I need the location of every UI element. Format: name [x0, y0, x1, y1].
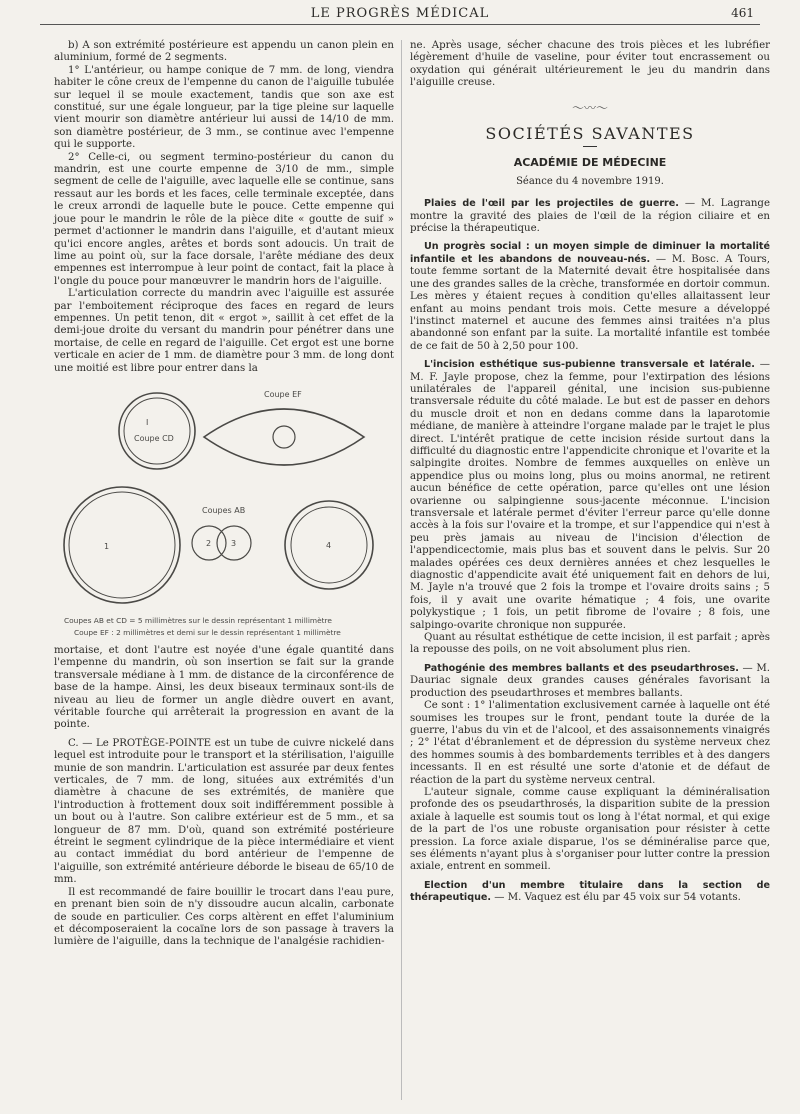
- report-heading: Election d'un membre titulaire dans la section de thérapeutique.: [410, 879, 770, 904]
- report-heading: Pathogénie des membres ballants et des pseudarthroses.: [424, 662, 739, 674]
- paragraph: ne. Après usage, sécher chacune des trois pièces et les lubréfier légèrement d'huile de vaseline, pour éviter tout encrassement ou oxydation qui générait ultérieurement le jeu du mandrin dans l'aiguille creuse.: [410, 40, 770, 89]
- report-item: [410, 241, 770, 353]
- page-number: 461: [731, 6, 754, 20]
- fig-label-num: 3: [231, 538, 237, 548]
- report-heading: Plaies de l'œil par les projectiles de guerre.: [424, 198, 679, 210]
- fig-label-coupe-cd: Coupe CD: [134, 433, 174, 443]
- section-title: SOCIÉTÉS SAVANTES: [485, 124, 695, 144]
- section-rule: [583, 146, 597, 147]
- academy-title: ACADÉMIE DE MÉDECINE: [513, 156, 667, 170]
- figure-drawing: [54, 385, 394, 637]
- report-item: [410, 663, 770, 700]
- coupe-ab-1-inner: [69, 492, 175, 598]
- fig-label-roman: I: [146, 417, 149, 427]
- fig-caption-1: Coupes AB et CD = 5 millimètres sur le dessin représentant 1 millimètre: [64, 615, 332, 625]
- paragraph: b) A son extrémité postérieure est appendu un canon plein en aluminium, formé de 2 segments.: [54, 40, 394, 64]
- report-item: [410, 880, 770, 905]
- paragraph: C. — Le PROTÈGE-POINTE est un tube de cuivre nickelé dans lequel est introduite pour le transport et la stérilisation, l'aiguille munie de son mandrin. L'articulation est assurée par deux fentes verticales, de 7 mm. de long, situées aux extrémités d'un diamètre à chacune de ses extrémités, de manière que l'introduction à frottement doux soit indifféremment possible à un bout ou à l'autre. Son calibre extérieur est de 5 mm., et sa longueur de 87 mm. D'où, quand son extrémité postérieure étreint le segment cylindrique de la pièce intermédiaire et vient au contact immédiat du bord antérieur de l'empenne de l'aiguille, son extrémité antérieure déborde le biseau de 65/10 de mm.: [54, 737, 394, 886]
- coupe-ef-lens: [204, 409, 364, 465]
- report-heading: Un progrès social : un moyen simple de diminuer la mortalité infantile et les abandons de nouveau-nés.: [410, 241, 770, 265]
- coupe-cd-outer: [119, 393, 195, 469]
- report-item: [410, 359, 770, 632]
- fig-label-coupe-ef: Coupe EF: [264, 389, 302, 399]
- cross-section-figure: [54, 385, 394, 637]
- paragraph: L'auteur signale, comme cause expliquant la déminéralisation profonde des os pseudarthrosés, la disparition subite de la pression axiale à laquelle est soumis tout os long à l'état normal, et qui exige de la part de l'os une robuste organisation pour résister à cette pression. La force axiale disparue, l'os se déminéralise parce que, ses éléments n'ayant plus à s'organiser pour lutter contre la pression axiale, entrent en sommeil.: [410, 786, 770, 873]
- report-heading: L'incision esthétique sus-pubienne transversale et latérale.: [424, 359, 755, 371]
- fig-label-num: 4: [326, 540, 332, 550]
- column-divider: [401, 40, 402, 1100]
- report-text: — M. Bosc. A Tours, toute femme sortant de la Maternité devait être hospitalisée dans une des grandes salles de la crèche, transformée en dortoir commun. Les mères y étaient reçues à condition qu'elles allaitassent leur enfant au moins pendant trois mois. Cette mesure a développé l'instinct maternel et aucune des femmes ainsi traitées n'a plus abandonné son enfant par la suite. La mortalité infantile est tombée de ce fait de 50 à 2,50 pour 100.: [410, 253, 770, 352]
- paragraph: 1° L'antérieur, ou hampe conique de 7 mm. de long, viendra habiter le cône creux de l'empenne du canon de l'aiguille tubulée sur lequel il se moule exactement, tandis que son axe est constitué, sur une égale longueur, par la tige pleine sur laquelle vient mourir son diamètre antérieur lui aussi de 14/10 de mm. son diamètre postérieur, de 3 mm., se continue avec l'empenne qui le supporte.: [54, 64, 394, 151]
- fig-label-num: 1: [104, 541, 110, 551]
- fig-caption-2: Coupe EF : 2 millimètres et demi sur le dessin représentant 1 millimètre: [74, 627, 341, 637]
- journal-title: LE PROGRÈS MÉDICAL: [310, 6, 490, 21]
- paragraph: mortaise, et dont l'autre est noyée d'une égale quantité dans l'empenne du mandrin, où son insertion se fait sur la grande transversale médiane à 1 mm. de distance de la circonférence de base de la hampe. Ainsi, les deux biseaux terminaux sont-ils de niveau au lieu de former un angle dièdre ouvert en avant, véritable fourche qui arrêterait la progression en avant de la pointe.: [54, 644, 394, 731]
- report-text: — M. Lagrange montre la gravité des plaies de l'œil de la région ciliaire et en précise la thérapeutique.: [410, 198, 770, 235]
- page-header: [40, 4, 760, 25]
- fig-label-num: 2: [206, 538, 212, 548]
- report-item: [410, 198, 770, 235]
- paragraph: Quant au résultat esthétique de cette incision, il est parfait ; après la repousse des poils, on ne voit absolument plus rien.: [410, 632, 770, 656]
- paragraph: Il est recommandé de faire bouillir le trocart dans l'eau pure, en prenant bien soin de n'y dissoudre aucun alcalin, carbonate de soude en particulier. Ces corps altèrent en effet l'aluminium et décomposeraient la cocaïne lors de son passage à travers la lumière de l'aiguille, dans la technique de l'analgésie rachidien-: [54, 886, 394, 948]
- paragraph: Ce sont : 1° l'alimentation exclusivement carnée à laquelle ont été soumises les troupes sur le front, pendant toute la durée de la guerre, l'abus du vin et de l'alcool, et des assaisonnements vinaigrés ; 2° l'état d'ébranlement et de dépression du système nerveux chez des hommes soumis à des bombardements terribles et à des dangers incessants. Il en est résulté une sorte d'atonie et de défaut de réaction de la part du système nerveux central.: [410, 700, 770, 786]
- session-date: Séance du 4 novembre 1919.: [516, 175, 664, 187]
- coupe-ef-hole: [273, 426, 295, 448]
- left-column: [54, 40, 394, 949]
- report-text: — M. F. Jayle propose, chez la femme, pour l'extirpation des lésions unilatérales de l'appareil génital, une incision sus-pubienne transversale réduite du côté malade. Le but est de passer en dehors du muscle droit et non en dedans comme dans la laparotomie médiane, de manière à atteindre l'organe malade par le trajet le plus direct. L'intérêt pratique de cette incision réside surtout dans la difficulté du diagnostic entre l'appendicite chronique et l'ovarite et la salpingite droites. Nombre de femmes auxquelles on enlève un appendice plus ou moins long, plus ou moins anormal, ne retirent aucun bénéfice de cette opération, parce qu'elles ont une lésion ovarienne ou salpingienne sous-jacente méconnue. L'incision transversale et latérale permet d'éviter l'erreur parce qu'elle donne accès à la fois sur l'ovaire et la trompe, et sur l'appendice qui n'est à peu près jamais au niveau de l'incision d'élection de l'appendicectomie, mais plus bas et souvent dans le pelvis. Sur 20 malades opérées ces deux dernières années et chez lesquelles le diagnostic d'appendicite avait été uniquement fait en dehors de lui, M. Jayle n'a trouvé que 2 fois la trompe et l'ovaire droits sains ; 5 fois, il y avait une ovarite hématique ; 4 fois, une ovarite polykystique ; 1 fois, un petit fibrome de l'ovaire ; 8 fois, une salpingo-ovarite chronique non suppurée.: [410, 359, 770, 631]
- ornament-divider: 〜〰〜: [571, 100, 608, 115]
- paragraph: L'articulation correcte du mandrin avec l'aiguille est assurée par l'emboitement réciproque des faces en regard de leurs empennes. Un petit tenon, dit « ergot », saillit à cet effet de la demi-joue droite du versant du mandrin pour pénétrer dans une mortaise, de celle en regard de l'aiguille. Cet ergot est une borne verticale en acier de 1 mm. de diamètre pour 3 mm. de long dont une moitié est libre pour entrer dans la: [54, 288, 394, 374]
- report-text: — M. Vaquez est élu par 45 voix sur 54 votants.: [491, 892, 741, 904]
- fig-label-coupes-ab: Coupes AB: [202, 505, 246, 515]
- report-text: — M. Dauriac signale deux grandes causes générales favorisant la production des pseudarthroses et membres ballants.: [410, 662, 770, 699]
- right-column: [410, 40, 770, 905]
- paragraph: 2° Celle-ci, ou segment termino-postérieur du canon du mandrin, est une courte empenne de 3/10 de mm., simple segment de celle de l'aiguille, avec laquelle elle se continue, sans ressaut aur les bords et les faces, celle terminale exceptée, dans le creux arrondi de laquelle bute le pouce. Cette empenne qui joue pour le mandrin le rôle de la pièce dite « goutte de suif » permet d'actionner le mandrin dans l'aiguille, et d'autant mieux qu'ici encore angles, arêtes et bords sont adoucis. Un trait de lime au point où, sur la face dorsale, l'arête médiane des deux empennes est interrompue à leur point de contact, fait la place à l'ongle du pouce pour manœuvrer le mandrin hors de l'aiguille.: [54, 151, 394, 287]
- coupe-ab-1-outer: [64, 487, 180, 603]
- coupe-cd-inner: [124, 398, 190, 464]
